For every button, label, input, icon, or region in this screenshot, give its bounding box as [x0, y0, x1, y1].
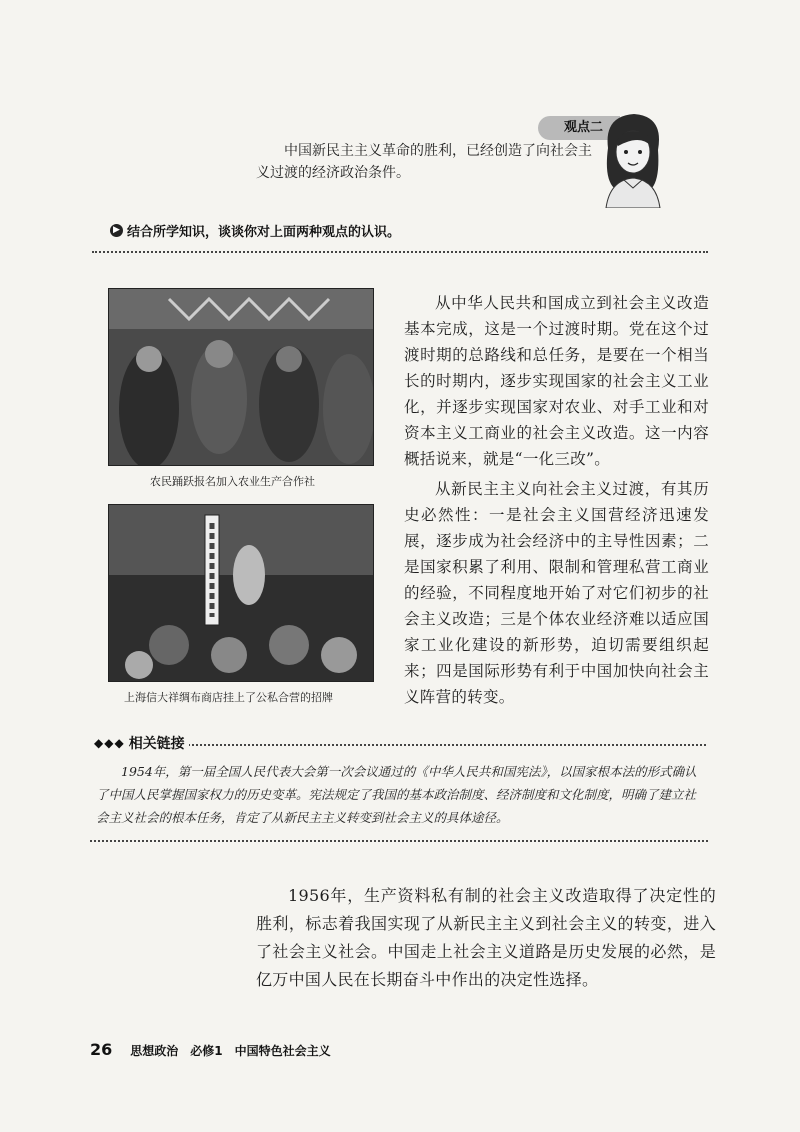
paragraph: 从新民主主义向社会主义过渡，有其历史必然性：一是社会主义国营经济迅速发展，逐步成为社会经济中的主导性因素；二是国家积累了利用、限制和管理私营工商业的经验，不同程度地开始了对它们初步的社会主义改造；三是个体农业经济难以适应国家工业化建设的新形势，迫切需要组织起来；四是国际形势有利于中国加快向社会主义阵营的转变。	[404, 480, 709, 706]
task-prompt	[110, 221, 400, 240]
girl-illustration	[594, 108, 672, 208]
divider	[92, 251, 708, 253]
photo-shop-sign	[108, 504, 374, 682]
related-link-text	[96, 760, 702, 829]
play-icon: ▶	[110, 224, 123, 237]
page-number: 26	[90, 1040, 113, 1059]
related-link-heading	[94, 733, 189, 753]
main-text	[404, 290, 709, 710]
page-footer	[90, 1040, 331, 1059]
task-text: 结合所学知识，谈谈你对上面两种观点的认识。	[127, 225, 401, 240]
related-link-title: 相关链接	[128, 736, 185, 752]
divider	[90, 840, 708, 842]
paragraph: 从中华人民共和国成立到社会主义改造基本完成，这是一个过渡时期。党在这个过渡时期的总路线和总任务，是要在一个相当长的时期内，逐步实现国家的社会主义工业化，并逐步实现国家对农业、对手工业和对资本主义工商业的社会主义改造。这一内容概括说来，就是“一化三改”。	[404, 294, 709, 468]
viewpoint-label: 观点二	[538, 116, 620, 140]
book-title: 思想政治 必修1 中国特色社会主义	[130, 1044, 331, 1058]
photo-farmers	[108, 288, 374, 466]
diamond-icon: ◆◆◆	[94, 736, 125, 750]
paragraph: 1954年，第一届全国人民代表大会第一次会议通过的《中华人民共和国宪法》，以国家根本法的形式确认了中国人民掌握国家权力的历史变革。宪法规定了我国的基本政治制度、经济制度和文化制度，明确了建立社会主义社会的根本任务，肯定了从新民主主义转变到社会主义的具体途径。	[96, 764, 697, 825]
photo-caption: 上海信大祥绸布商店挂上了公私合营的招牌	[124, 691, 333, 704]
viewpoint-text: 中国新民主主义革命的胜利，已经创造了向社会主义过渡的经济政治条件。	[256, 143, 592, 181]
conclusion-text	[256, 882, 716, 994]
paragraph: 1956年，生产资料私有制的社会主义改造取得了决定性的胜利，标志着我国实现了从新民主主义到社会主义的转变，进入了社会主义社会。中国走上社会主义道路是历史发展的必然，是亿万中国人民在长期奋斗中作出的决定性选择。	[256, 886, 716, 989]
photo-caption: 农民踊跃报名加入农业生产合作社	[150, 475, 315, 488]
